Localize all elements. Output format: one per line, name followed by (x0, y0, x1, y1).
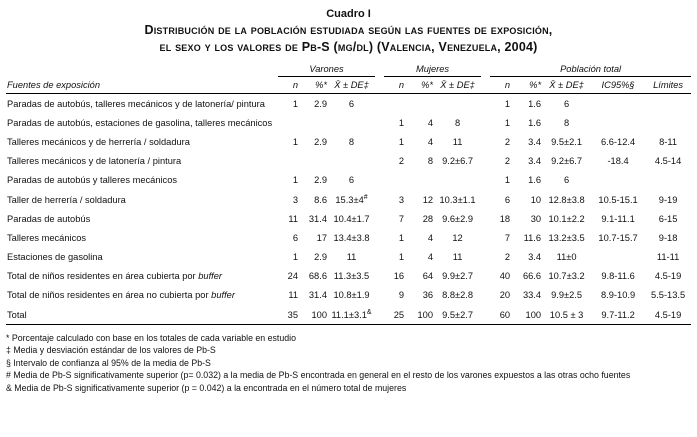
cell-value (328, 113, 375, 132)
footnotes (6, 332, 691, 394)
cell-value: 40 (499, 270, 511, 281)
cell-value (405, 93, 434, 113)
cell-value: 8 (563, 117, 570, 128)
footnote-item: * Porcentaje calculado con base en los totales de cada variable en estudio (6, 332, 297, 343)
cell-value: 1.6 (528, 174, 542, 185)
cell-value: 6.6-12.4 (601, 136, 636, 147)
group-gap (375, 93, 384, 113)
cell-value: 3.4 (528, 155, 542, 166)
cell-value: 7 (504, 232, 511, 243)
cell-value: 11.6 (523, 232, 542, 243)
group-mujeres: Mujeres (384, 64, 481, 77)
table-row (6, 304, 691, 325)
cell-value: 9 (398, 289, 405, 300)
group-poblacion-total: Población total (490, 64, 691, 77)
cell-value: 11-11 (656, 251, 680, 262)
cell-value (405, 170, 434, 189)
group-varones: Varones (278, 64, 375, 77)
cell-value (299, 151, 328, 170)
cell-value: 3.4 (528, 251, 542, 262)
cell-value: 8 (454, 117, 461, 128)
cell-value: 2 (504, 155, 511, 166)
cell-value: 4 (427, 251, 434, 262)
cell-value: 10 (530, 194, 542, 205)
col-mujeres-n: n (384, 76, 405, 93)
group-gap (481, 285, 490, 304)
cell-value: 10.3±1.1 (439, 194, 476, 205)
cell-value: 100 (299, 304, 328, 325)
cell-value (384, 93, 405, 113)
cell-value: 1.6 (528, 98, 542, 109)
cell-value (591, 247, 645, 266)
table-row (6, 266, 691, 285)
col-mujeres-pct: %* (405, 76, 434, 93)
cell-value: 11 (288, 289, 298, 300)
row-label: Total (6, 304, 278, 325)
group-header-spacer (6, 64, 278, 77)
group-gap (375, 76, 384, 93)
cell-value: 9.6±2.9 (442, 213, 474, 224)
cell-value: 13.4±3.8 (333, 232, 370, 243)
cell-value: 1 (398, 136, 405, 147)
cell-value: -18.4 (607, 155, 629, 166)
cell-value: 9.9±2.7 (442, 270, 474, 281)
cell-value: 11.1±3.1& (328, 304, 375, 325)
table-row (6, 247, 691, 266)
cell-value: 8.9-10.9 (601, 289, 636, 300)
subtitle-line-2: el sexo y los valores de Pb-S (μg/dl) (Valencia, Venezuela, 2004) (159, 39, 538, 54)
cell-value: 64 (422, 270, 434, 281)
cell-value: 15.3±4# (335, 193, 368, 205)
cell-value: 1 (504, 117, 511, 128)
cell-value: 4.5-19 (645, 304, 691, 325)
col-total-n: n (490, 76, 511, 93)
col-total-mean: X̄ ± DE‡ (542, 76, 591, 93)
group-gap (375, 132, 384, 151)
cell-value: 9.7-11.2 (591, 304, 645, 325)
cell-value: 1 (504, 174, 511, 185)
group-gap (481, 132, 490, 151)
col-total-limites: Límites (645, 76, 691, 93)
cell-value: 6 (348, 98, 355, 109)
cell-value: 2.9 (314, 174, 327, 185)
cell-value: 10.4±1.7 (333, 213, 370, 224)
cell-value: 11.3±3.5 (333, 270, 370, 281)
col-total-pct: %* (511, 76, 542, 93)
cell-value: 10.5 ± 3 (542, 304, 591, 325)
cell-value: 10.5-15.1 (598, 194, 638, 205)
cell-value: 3 (398, 194, 405, 205)
cell-value: 9.2±6.7 (551, 155, 583, 166)
cell-value: 6 (563, 174, 570, 185)
row-label: Paradas de autobús, estaciones de gasolina, talleres mecánicos (7, 117, 273, 128)
cell-value (645, 170, 691, 189)
cell-value: 2.9 (314, 98, 327, 109)
table-row (6, 285, 691, 304)
group-gap (481, 228, 490, 247)
cell-value: 17 (316, 232, 327, 243)
cell-value: 12 (422, 194, 434, 205)
group-gap (481, 76, 490, 93)
cell-value (591, 113, 645, 132)
col-varones-n: n (278, 76, 299, 93)
group-gap (375, 170, 384, 189)
cell-value: 5.5-13.5 (651, 289, 686, 300)
cell-value: 8 (427, 155, 434, 166)
cell-value: 9.8-11.6 (601, 270, 635, 281)
table-row (6, 132, 691, 151)
table-row (6, 93, 691, 113)
cell-value: 4.5-14 (654, 155, 682, 166)
group-gap (375, 209, 384, 228)
cell-value: 20 (499, 289, 511, 300)
cell-value: 2 (398, 155, 405, 166)
cell-value: 30 (530, 213, 542, 224)
group-gap (481, 93, 490, 113)
group-gap (481, 189, 490, 209)
cell-value: 8 (348, 136, 355, 147)
cell-value: 33.4 (522, 289, 542, 300)
footnote-item: # Media de Pb-S significativamente superior (p= 0.032) a la media de Pb-S encontrada en general en el resto de los varones expuestos a las otras ocho fuentes (6, 370, 631, 381)
table-subtitle (6, 22, 691, 56)
cell-value: 3.4 (528, 136, 542, 147)
row-label: Paradas de autobús (7, 213, 91, 224)
cell-value: 1 (504, 98, 511, 109)
footnote-item: ‡ Media y desviación estándar de los valores de Pb-S (6, 345, 216, 356)
col-total-ic95: IC95%§ (591, 76, 645, 93)
cell-value: 36 (422, 289, 434, 300)
table-row (6, 170, 691, 189)
cell-value (328, 151, 375, 170)
cell-value: 10.1±2.2 (548, 213, 585, 224)
group-gap (481, 170, 490, 189)
cell-value (591, 170, 645, 189)
cell-value: 12 (452, 232, 463, 243)
cell-value: 6 (563, 98, 570, 109)
table-row (6, 228, 691, 247)
cell-value: 7 (398, 213, 405, 224)
group-gap (481, 247, 490, 266)
cell-value: 9.5±2.1 (551, 136, 583, 147)
group-gap (375, 247, 384, 266)
row-label: Talleres mecánicos (7, 232, 87, 243)
group-gap (481, 209, 490, 228)
cell-value: 2.9 (314, 251, 327, 262)
subtitle-line-1: Distribución de la población estudiada según las fuentes de exposición, (144, 23, 553, 37)
cell-value: 100 (405, 304, 434, 325)
cell-value: 10.8±1.9 (333, 289, 370, 300)
group-gap (375, 151, 384, 170)
cell-value: 31.4 (308, 213, 327, 224)
cell-value: 1 (292, 136, 298, 147)
cell-value: 68.6 (308, 270, 327, 281)
footnote-item: § Intervalo de confianza al 95% de la media de Pb-S (6, 357, 211, 368)
group-gap (481, 113, 490, 132)
cell-value: 8-11 (659, 136, 678, 147)
row-label: Paradas de autobús y talleres mecánicos (7, 174, 178, 185)
cell-value: 11 (288, 213, 298, 224)
cell-value: 8.8±2.8 (442, 289, 474, 300)
cell-value: 1 (398, 232, 405, 243)
cell-value (645, 113, 691, 132)
cell-value: 1 (398, 117, 405, 128)
cell-value: 9.5±2.7 (434, 304, 481, 325)
col-mujeres-mean: X̄ ± DE‡ (434, 76, 481, 93)
cell-value: 1.6 (528, 117, 542, 128)
cell-value: 60 (490, 304, 511, 325)
cell-value: 6 (292, 232, 298, 243)
cell-value: 1 (292, 251, 298, 262)
row-label: Taller de herrería / soldadura (7, 194, 126, 205)
cell-value: 2.9 (314, 136, 327, 147)
group-gap (375, 189, 384, 209)
group-gap (375, 113, 384, 132)
cell-value: 11 (346, 251, 357, 262)
cell-value: 9-18 (658, 232, 678, 243)
cell-value: 6-15 (658, 213, 678, 224)
cell-value (299, 113, 328, 132)
row-header-label: Fuentes de exposición (6, 76, 278, 93)
table-number-title: Cuadro I (326, 8, 371, 20)
group-gap (481, 64, 490, 77)
table-row (6, 151, 691, 170)
subheader-row (6, 76, 691, 93)
cell-value (384, 170, 405, 189)
table-row (6, 113, 691, 132)
cell-value: 8.6 (314, 194, 327, 205)
cell-value: 18 (499, 213, 511, 224)
col-varones-pct: %* (299, 76, 328, 93)
cell-value: 1 (398, 251, 405, 262)
cell-value: 16 (393, 270, 405, 281)
cell-value: 24 (287, 270, 298, 281)
row-label: Talleres mecánicos y de latonería / pintura (7, 155, 182, 166)
cell-value: 4 (427, 117, 434, 128)
cell-value: 9.9±2.5 (551, 289, 583, 300)
cell-value: 1 (292, 98, 298, 109)
cell-value (645, 93, 691, 113)
row-label: Total de niños residentes en área no cubierta por buffer (7, 289, 235, 300)
group-gap (481, 151, 490, 170)
cell-value: 11 (452, 251, 463, 262)
cell-value: 3 (292, 194, 298, 205)
cell-value (434, 93, 481, 113)
group-gap (375, 64, 384, 77)
cell-value: 10.7-15.7 (598, 232, 638, 243)
group-gap (375, 304, 384, 325)
cell-value: 9-19 (658, 194, 678, 205)
cell-value (434, 170, 481, 189)
group-gap (481, 304, 490, 325)
row-label: Total de niños residentes en área cubierta por buffer (7, 270, 223, 281)
cell-value (278, 151, 299, 170)
cell-value: 6 (504, 194, 511, 205)
cell-value: 11 (452, 136, 463, 147)
cell-value: 2 (504, 136, 511, 147)
cell-value: 35 (278, 304, 299, 325)
group-gap (375, 285, 384, 304)
cell-value: 4 (427, 232, 434, 243)
footnote-item: & Media de Pb-S significativamente superior (p = 0.042) a la encontrada en el número total de mujeres (6, 382, 407, 393)
cell-value: 9.2±6.7 (442, 155, 474, 166)
cell-value (591, 93, 645, 113)
row-label: Estaciones de gasolina (7, 251, 103, 262)
col-varones-mean: X̄ ± DE‡ (328, 76, 375, 93)
cell-value (278, 113, 299, 132)
cell-value: 6 (348, 174, 355, 185)
cell-value: 2 (504, 251, 511, 262)
data-table (6, 64, 691, 325)
cell-value: 1 (292, 174, 298, 185)
cell-value: 4.5-19 (654, 270, 682, 281)
cell-value: 13.2±3.5 (548, 232, 585, 243)
group-gap (375, 266, 384, 285)
row-label: Paradas de autobús, talleres mecánicos y de latonería/ pintura (7, 98, 265, 109)
cell-value: 28 (422, 213, 434, 224)
table-row (6, 189, 691, 209)
cell-value: 11±0 (556, 251, 577, 262)
cell-value: 100 (511, 304, 542, 325)
cell-value: 25 (384, 304, 405, 325)
cell-value: 9.1-11.1 (601, 213, 635, 224)
row-label: Talleres mecánicos y de herrería / soldadura (7, 136, 190, 147)
group-header-row (6, 64, 691, 77)
group-gap (375, 228, 384, 247)
group-gap (481, 266, 490, 285)
cell-value: 4 (427, 136, 434, 147)
cell-value: 66.6 (522, 270, 542, 281)
cell-value: 10.7±3.2 (548, 270, 585, 281)
cell-value: 31.4 (308, 289, 327, 300)
table-body (6, 93, 691, 324)
table-row (6, 209, 691, 228)
cell-value: 12.8±3.8 (548, 194, 585, 205)
